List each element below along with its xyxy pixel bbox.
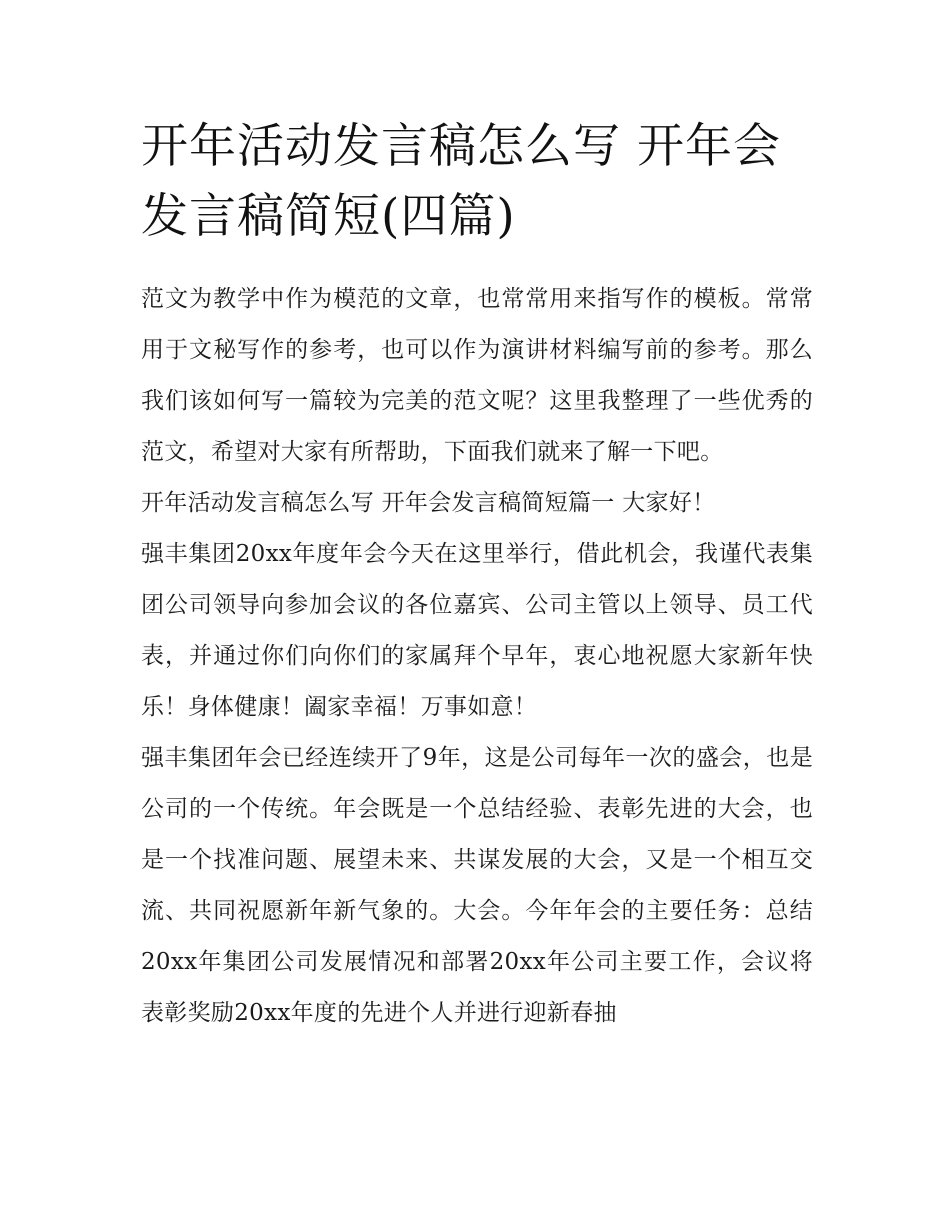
document-content — [141, 112, 813, 1039]
annual-meeting-paragraph: 强丰集团年会已经连续开了9年，这是公司每年一次的盛会，也是公司的一个传统。年会既是一个总结经验、表彰先进的大会，也是一个找准问题、展望未来、共谋发展的大会，又是一个相互交流、共同祝愿新年新气象的。大会。今年年会的主要任务：总结20xx年集团公司发展情况和部署20xx年公司主要工作，会议将表彰奖励20xx年度的先进个人并进行迎新春抽 — [141, 745, 813, 1026]
section-heading-paragraph: 开年活动发言稿怎么写 开年会发言稿简短篇一 大家好！ — [141, 490, 716, 516]
document-title: 开年活动发言稿怎么写 开年会发言稿简短(四篇) — [141, 119, 781, 244]
document-body — [141, 274, 813, 1039]
intro-paragraph: 范文为教学中作为模范的文章，也常常用来指写作的模板。常常用于文秘写作的参考，也可以作为演讲材料编写前的参考。那么我们该如何写一篇较为完美的范文呢？这里我整理了一些优秀的范文，希望对大家有所帮助，下面我们就来了解一下吧。 — [141, 286, 813, 465]
greeting-paragraph: 强丰集团20xx年度年会今天在这里举行，借此机会，我谨代表集团公司领导向参加会议的各位嘉宾、公司主管以上领导、员工代表，并通过你们向你们的家属拜个早年，衷心地祝愿大家新年快乐！身体健康！阖家幸福！万事如意！ — [141, 541, 813, 720]
